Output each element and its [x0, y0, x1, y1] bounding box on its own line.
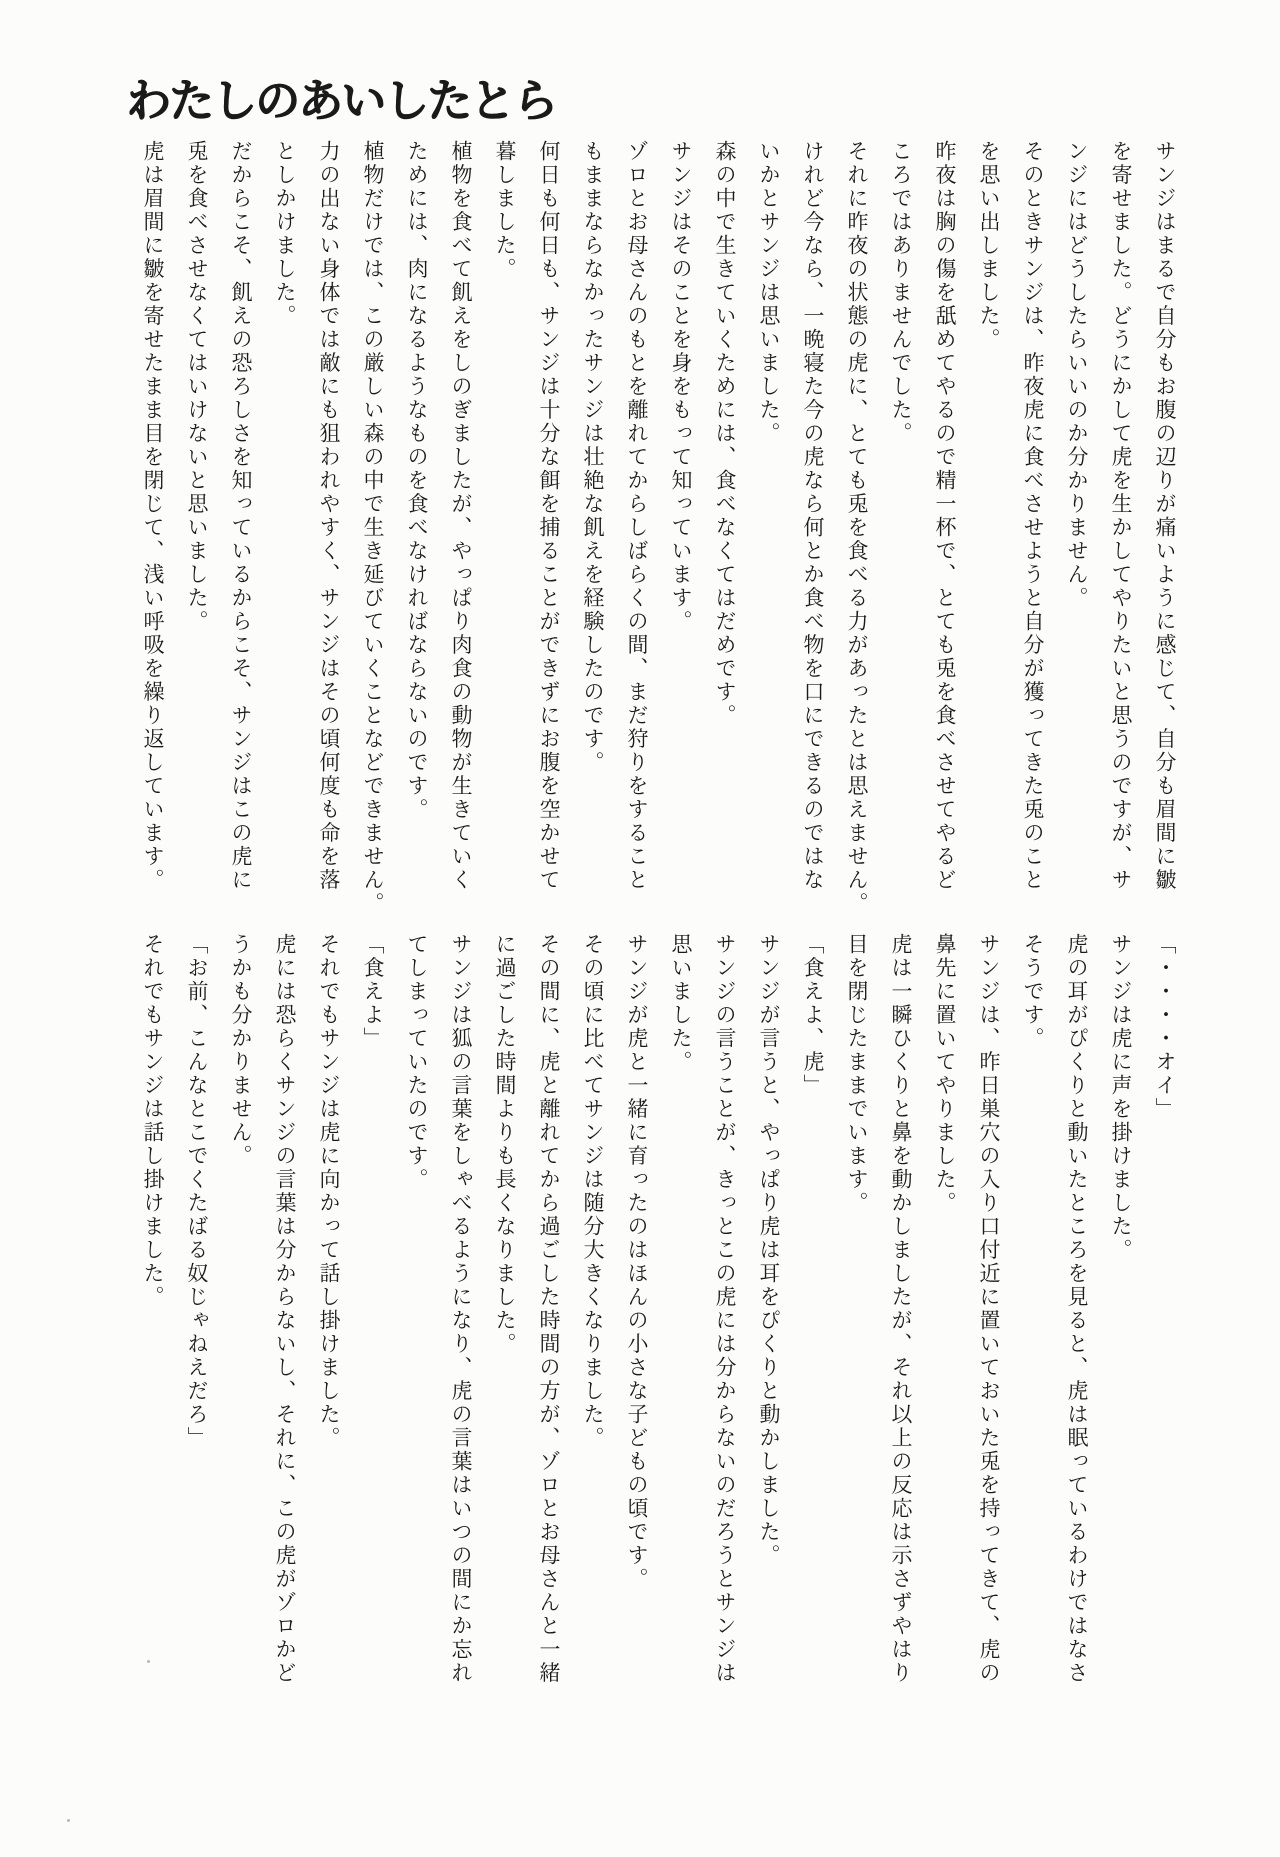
text-column: うかも分かりません。 [229, 933, 253, 1168]
text-column: 「食えよ、虎」 [801, 933, 825, 1098]
text-column: ンジにはどうしたらいいのか分かりません。 [1065, 140, 1089, 610]
text-column: その頃に比べてサンジは随分大きくなりました。 [581, 933, 605, 1450]
text-column: サンジはそのことを身をもって知っています。 [669, 140, 693, 634]
text-column: それでもサンジは話し掛けました。 [141, 933, 165, 1309]
text-column: サンジは狐の言葉をしゃべるようになり、虎の言葉はいつの間にか忘れ [449, 933, 473, 1685]
text-column: を寄せました。どうにかして虎を生かしてやりたいと思うのですが、サ [1109, 140, 1133, 892]
text-column: 虎には恐らくサンジの言葉は分からないし、それに、この虎がゾロかど [273, 933, 297, 1685]
lower-text-block [131, 933, 1187, 1713]
text-column: それでもサンジは虎に向かって話し掛けました。 [317, 933, 341, 1450]
upper-text-block [131, 140, 1187, 920]
text-column: 植物を食べて飢えをしのぎましたが、やっぱり肉食の動物が生きていく [449, 140, 473, 892]
text-column: としかけました。 [273, 140, 297, 328]
text-column: 暮しました。 [493, 140, 517, 281]
text-column: 虎は一瞬ひくりと鼻を動かしましたが、それ以上の反応は示さずやはり [889, 933, 913, 1685]
text-column: サンジは、昨日巣穴の入り口付近に置いておいた兎を持ってきて、虎の [977, 933, 1001, 1685]
text-column: それに昨夜の状態の虎に、とても兎を食べる力があったとは思えません。 [845, 140, 869, 916]
text-column: 森の中で生きていくためには、食べなくてはだめです。 [713, 140, 737, 728]
text-column: 植物だけでは、この厳しい森の中で生き延びていくことなどできません。 [361, 140, 385, 916]
text-column: 「お前、こんなとこでくたばる奴じゃねえだろ」 [185, 933, 209, 1450]
text-column: いかとサンジは思いました。 [757, 140, 781, 446]
text-column: 昨夜は胸の傷を舐めてやるので精一杯で、とても兎を食べさせてやるど [933, 140, 957, 892]
text-column: だからこそ、飢えの恐ろしさを知っているからこそ、サンジはこの虎に [229, 140, 253, 892]
text-column: ゾロとお母さんのもとを離れてからしばらくの間、まだ狩りをすること [625, 140, 649, 892]
text-column: 力の出ない身体では敵にも狙われやすく、サンジはその頃何度も命を落 [317, 140, 341, 892]
scan-speck [67, 1819, 70, 1822]
text-column: ためには、肉になるようなものを食べなければならないのです。 [405, 140, 429, 822]
text-column: サンジの言うことが、きっとこの虎には分からないのだろうとサンジは [713, 933, 737, 1685]
text-column: ころではありませんでした。 [889, 140, 913, 446]
scan-speck [147, 1660, 150, 1663]
text-column: 「・・・・オイ」 [1153, 933, 1177, 1121]
text-column: そうです。 [1021, 933, 1045, 1051]
text-column: サンジが言うと、やっぱり虎は耳をぴくりと動かしました。 [757, 933, 781, 1568]
text-column: もままならなかったサンジは壮絶な飢えを経験したのです。 [581, 140, 605, 775]
text-column: 「食えよ」 [361, 933, 385, 1051]
text-column: 鼻先に置いてやりました。 [933, 933, 957, 1215]
text-column: サンジが虎と一緒に育ったのはほんの小さな子どもの頃です。 [625, 933, 649, 1591]
text-column: 兎を食べさせなくてはいけないと思いました。 [185, 140, 209, 634]
text-column: その間に、虎と離れてから過ごした時間の方が、ゾロとお母さんと一緒 [537, 933, 561, 1685]
text-column: 何日も何日も、サンジは十分な餌を捕ることができずにお腹を空かせて [537, 140, 561, 892]
text-column: を思い出しました。 [977, 140, 1001, 352]
text-column: 目を閉じたままでいます。 [845, 933, 869, 1215]
text-column: サンジはまるで自分もお腹の辺りが痛いように感じて、自分も眉間に皺 [1153, 140, 1177, 892]
text-column: 虎は眉間に皺を寄せたまま目を閉じて、浅い呼吸を繰り返しています。 [141, 140, 165, 892]
text-column: そのときサンジは、昨夜虎に食べさせようと自分が獲ってきた兎のこと [1021, 140, 1045, 892]
text-column: けれど今なら、一晩寝た今の虎なら何とか食べ物を口にできるのではな [801, 140, 825, 892]
text-column: 思いました。 [669, 933, 693, 1074]
text-column: てしまっていたのです。 [405, 933, 429, 1192]
text-column: に過ごした時間よりも長くなりました。 [493, 933, 517, 1356]
text-column: 虎の耳がぴくりと動いたところを見ると、虎は眠っているわけではなさ [1065, 933, 1089, 1685]
text-column: サンジは虎に声を掛けました。 [1109, 933, 1133, 1262]
story-title: わたしのあいしたとら [126, 76, 557, 126]
